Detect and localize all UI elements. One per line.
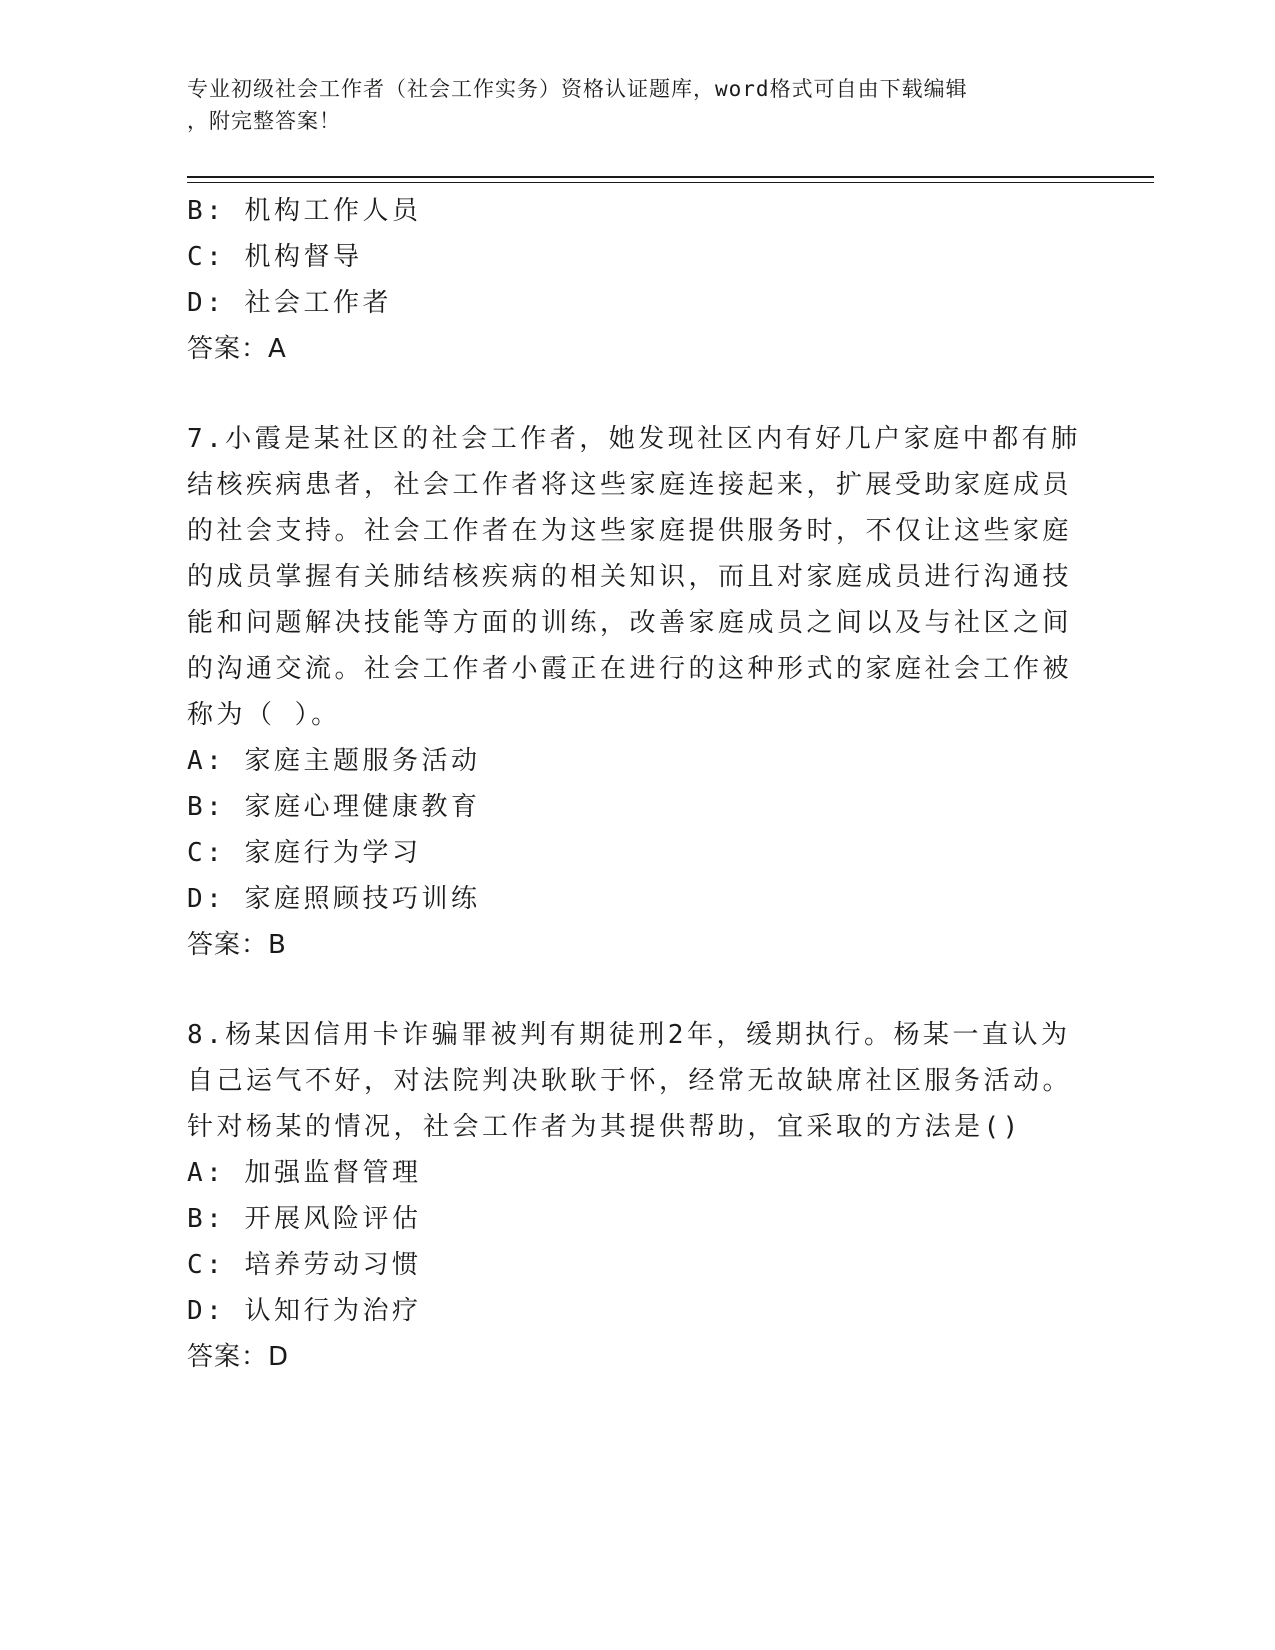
question-stem-line: 的沟通交流。社会工作者小霞正在进行的这种形式的家庭社会工作被	[187, 654, 1073, 684]
question-stem-line: 的成员掌握有关肺结核疾病的相关知识，而且对家庭成员进行沟通技	[187, 562, 1073, 592]
question-stem-line: 能和问题解决技能等方面的训练，改善家庭成员之间以及与社区之间	[187, 608, 1073, 638]
header-line-1: 专业初级社会工作者（社会工作实务）资格认证题库，word格式可自由下载编辑	[187, 77, 968, 101]
spacer	[187, 968, 1067, 1012]
question-7	[187, 416, 1081, 968]
answer: 答案：B	[187, 930, 287, 960]
option-c: C: 培养劳动习惯	[187, 1250, 422, 1280]
option-c: C: 机构督导	[187, 242, 363, 272]
answer: 答案：D	[187, 1342, 290, 1372]
option-d: D: 认知行为治疗	[187, 1296, 422, 1326]
question-stem-line: 结核疾病患者，社会工作者将这些家庭连接起来，扩展受助家庭成员	[187, 470, 1073, 500]
question-stem-line: 8.杨某因信用卡诈骗罪被判有期徒刑2年，缓期执行。杨某一直认为	[187, 1020, 1071, 1050]
question-6	[187, 188, 1067, 372]
header-divider-thick	[187, 176, 1154, 178]
question-stem-line: 7.小霞是某社区的社会工作者，她发现社区内有好几户家庭中都有肺	[187, 424, 1081, 454]
option-a: A: 加强监督管理	[187, 1158, 422, 1188]
document-header	[187, 73, 1067, 137]
question-stem-line: 针对杨某的情况，社会工作者为其提供帮助，宜采取的方法是()	[187, 1112, 1022, 1142]
option-d: D: 社会工作者	[187, 288, 392, 318]
question-stem-line: 称为（ ）。	[187, 700, 341, 730]
question-content	[187, 188, 1081, 1380]
option-b: B: 开展风险评估	[187, 1204, 422, 1234]
header-divider-thin	[187, 182, 1154, 183]
option-b: B: 家庭心理健康教育	[187, 792, 481, 822]
question-stem-line: 的社会支持。社会工作者在为这些家庭提供服务时，不仅让这些家庭	[187, 516, 1073, 546]
spacer	[187, 372, 1067, 416]
option-d: D: 家庭照顾技巧训练	[187, 884, 481, 914]
question-8	[187, 1012, 1073, 1380]
question-stem-line: 自己运气不好，对法院判决耿耿于怀，经常无故缺席社区服务活动。	[187, 1066, 1073, 1096]
answer: 答案：A	[187, 334, 287, 364]
option-c: C: 家庭行为学习	[187, 838, 422, 868]
option-a: A: 家庭主题服务活动	[187, 746, 481, 776]
header-line-2: ，附完整答案！	[187, 109, 341, 133]
option-b: B: 机构工作人员	[187, 196, 422, 226]
